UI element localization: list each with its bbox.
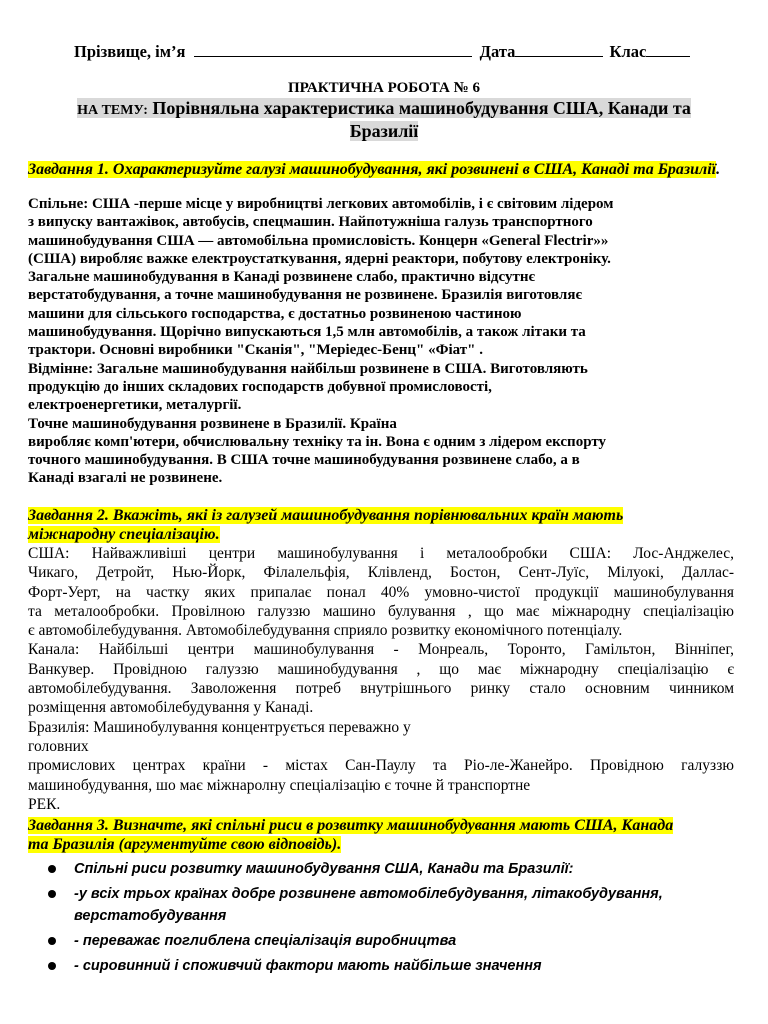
task2-brazil-line: РЕК. bbox=[28, 795, 61, 813]
topic-label: НА ТЕМУ: bbox=[77, 103, 148, 118]
topic-text-a: Порівняльна характеристика машинобудування США, Канади та bbox=[147, 98, 691, 118]
class-label: Клас bbox=[609, 42, 647, 61]
task2-heading-b: міжнародну спеціалізацію. bbox=[28, 526, 220, 543]
task1-line: машини для сільського господарства, є достатньо розвиненою частиною bbox=[28, 305, 522, 322]
task1-line: верстатобудування, а точне машинобудування не розвинене. Бразилія виготовляє bbox=[28, 287, 582, 304]
task1-line: Точне машинобудування розвинене в Бразилії. Країна bbox=[28, 415, 397, 432]
date-blank[interactable] bbox=[515, 42, 603, 57]
task2-canada-line: Ванкувер. Провідною галуззю машинобудування , що має міжнародну спеціалізацію є bbox=[28, 660, 734, 678]
task1-line: точного машинобудування. В США точне машинобудування розвинене слабо, а в bbox=[28, 452, 580, 469]
task1-line: машинобудування. Щорічно випускаються 1,5 млн автомобілів, а також літаки та bbox=[28, 324, 586, 341]
task1-line: трактори. Основні виробники "Сканія", "Меріедес-Бенц" «Фіат" . bbox=[28, 342, 483, 359]
student-header bbox=[74, 42, 690, 62]
task1-line: Канаді взагалі не розвинене. bbox=[28, 470, 223, 487]
task2-usa-line: США: Найважливіші центри машинобулування і металообробки США: Лос-Анджелес, bbox=[28, 545, 734, 562]
task1-heading: Завдання 1. Охарактеризуйте галузі машинобудування, які розвинені в США, Канаді та Бразилії. bbox=[28, 161, 721, 178]
task1-line: Спільне: США -перше місце у виробництві легкових автомобілів, і є світовим лідером bbox=[28, 196, 614, 212]
task1-line: виробляє комп'ютери, обчислювальну техніку та ін. Вона є одним з лідером експорту bbox=[28, 433, 607, 450]
task2-heading-a: Завдання 2. Вкажіть, які із галузей машинобудування порівнювальних країн мають bbox=[28, 507, 624, 524]
work-title: ПРАКТИЧНА РОБОТА № 6 bbox=[288, 80, 480, 96]
task2-canada-line: розміщення автомобілебудування у Канаді. bbox=[28, 699, 314, 717]
task2-usa-line: Форт-Уерт, на частку яких припалає понал 40% умовно-чистої продукції машинобулування bbox=[28, 583, 734, 601]
task2-canada-line: Канала: Найбільші центри машинобулування - Монреаль, Торонто, Гамільтон, Вінніпег, bbox=[28, 641, 734, 659]
task2-usa-line: Чикаго, Детройт, Нью-Йорк, Філалельфія, Клівленд, Бостон, Сент-Луїс, Мілуокі, Даллас- bbox=[28, 564, 734, 582]
name-blank[interactable] bbox=[194, 42, 472, 57]
task1-line: Відмінне: Загальне машинобудування найбільш розвинене в США. Виготовляють bbox=[28, 360, 588, 377]
class-blank[interactable] bbox=[646, 42, 690, 57]
task2-heading bbox=[28, 506, 740, 544]
task3-bullet: Спільні риси розвитку машинобудування США, Канади та Бразилії: bbox=[48, 858, 728, 880]
task1-line: електроенергетики, металургії. bbox=[28, 397, 242, 414]
task3-bullet-list bbox=[48, 858, 728, 980]
topic-text-b: Бразилії bbox=[349, 121, 419, 141]
task2-brazil-line: головних bbox=[28, 737, 89, 755]
task2-brazil-line: машинобудування, шо має міжнаролну спеціалізацію є точне й транспортне bbox=[28, 776, 531, 794]
name-label: Прізвище, ім’я bbox=[74, 42, 186, 61]
task2-answer bbox=[28, 544, 734, 814]
task2-canada-line: автомобілебудування. Заволоження потреб внутрішнього ринку стало основним чинником bbox=[28, 680, 734, 698]
task1-line: продукцію до інших складових господарств добувної промисловості, bbox=[28, 378, 492, 395]
task3-heading bbox=[28, 816, 740, 854]
task3-bullet: - переважає поглиблена спеціалізація виробництва bbox=[48, 930, 728, 952]
task1-line: (США) виробляє важке електроустаткування, ядерні реактори, побутову електроніку. bbox=[28, 250, 611, 267]
task1-answer bbox=[28, 195, 734, 488]
task3-bullet: -у всіх трьох країнах добре розвинене автомобілебудування, літакобудування, верстатобудування bbox=[48, 883, 728, 927]
task3-heading-a: Завдання 3. Визначте, які спільні риси в розвитку машинобудування мають США, Канада bbox=[28, 817, 674, 834]
date-label: Дата bbox=[479, 42, 516, 61]
task2-usa-line: та металообробки. Провілною галуззю машино булування , що має міжнародну спеціалізацію bbox=[28, 602, 734, 620]
task1-line: машинобудування США — автомобільна промисловість. Концерн «General Flectrir»» bbox=[28, 232, 609, 249]
topic-title bbox=[28, 98, 740, 141]
task2-brazil-line: Бразилія: Машинобулування концентрується переважно у bbox=[28, 718, 411, 736]
task1-line: Загальне машинобудування в Канаді розвинене слабо, практично відсутнє bbox=[28, 269, 535, 286]
task1-line: з випуску вантажівок, автобусів, спецмашин. Найпотужніша галузь транспортного bbox=[28, 214, 593, 231]
task2-brazil-line: промислових центрах країни - містах Сан-Паулу та Ріо-ле-Жанейро. Провідною галуззю bbox=[28, 757, 734, 775]
task3-heading-b: та Бразилія (аргументуйте свою відповідь). bbox=[28, 836, 342, 853]
task2-usa-line: є автомобілебудування. Автомобілебудування сприяло розвитку економічного потенціалу. bbox=[28, 622, 623, 640]
task3-bullet: - сировинний і споживчий фактори мають найбільше значення bbox=[48, 955, 728, 977]
